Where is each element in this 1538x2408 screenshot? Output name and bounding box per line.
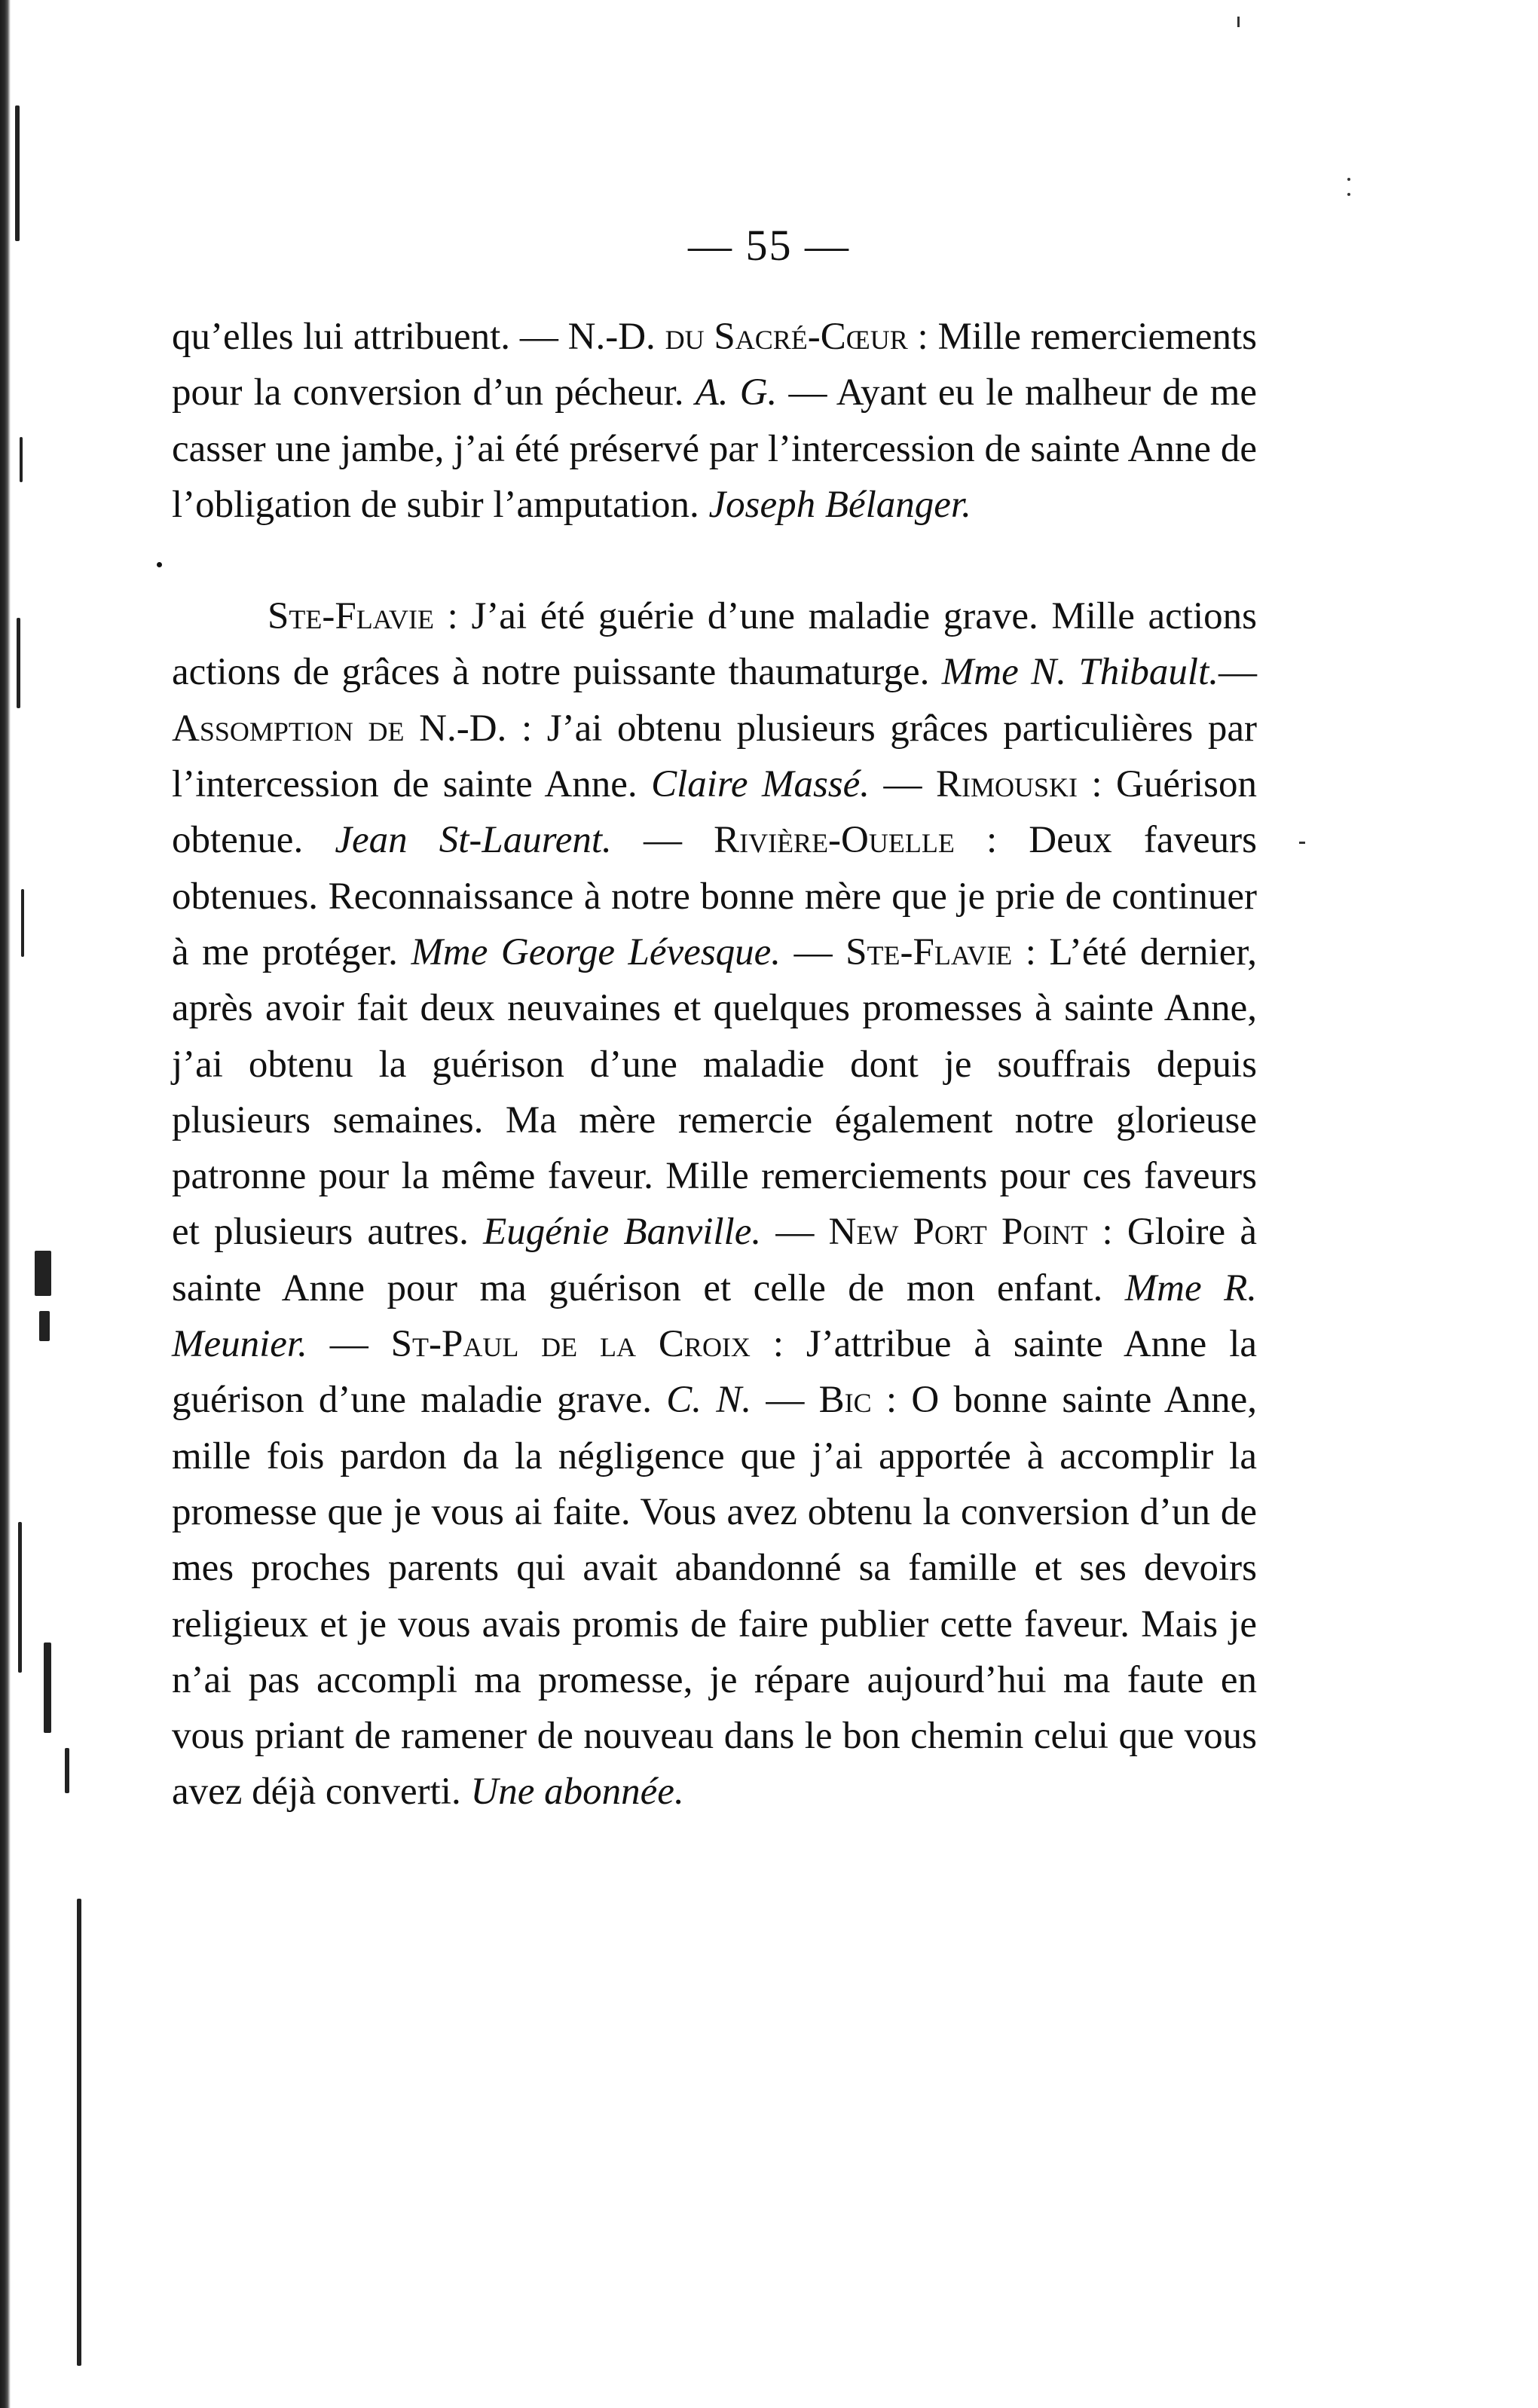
text-run: : O bonne sainte Anne, mille fois pardon da la négligence que j’ai apportée à accomplir la promesse que je vous ai faite. Vous avez obtenu la conversion d’un de mes proches parents qui avait abandonné sa famille et ses devoirs religieux et je vous avais promis de faire publier cette faveur. Mais je n’ai pas accompli ma promesse, je répare aujourd’hui ma faute en vous priant de ramener de nouveau dans le bon chemin celui que vous avez déjà converti. (172, 1379, 1258, 1814)
binding-shadow (12, 90, 65, 2351)
binding-edge (0, 0, 11, 2408)
signature: Jean St-Laurent. (335, 819, 612, 862)
place-name: Rimouski (935, 763, 1078, 806)
speck (17, 618, 20, 708)
text-run: — (751, 1379, 819, 1422)
margin-dot (157, 562, 162, 567)
stray-mark (1237, 17, 1240, 27)
signature: Claire Massé. (651, 763, 870, 806)
speck (77, 1899, 81, 2366)
text-run: — (870, 763, 936, 806)
paragraph-2 (172, 588, 1257, 1820)
text-run: : Mille remerciements pour la conversion d’un pécheur. (172, 316, 1257, 414)
body-text (172, 309, 1257, 1820)
text-run: — (781, 931, 846, 973)
place-name: Assomption de N.-D. (172, 707, 507, 750)
stray-mark (1347, 178, 1350, 181)
stray-mark (1347, 193, 1350, 196)
text-run: — (611, 819, 714, 862)
signature: Mme R. Meunier. (172, 1267, 1258, 1366)
speck (65, 1748, 69, 1793)
speck (35, 1251, 51, 1296)
stray-mark (1299, 842, 1305, 844)
text-run: : Guérison obtenue. (172, 763, 1258, 862)
text-run: : J’attribue à sainte Anne la guérison d’une maladie grave. (172, 1323, 1257, 1422)
speck (20, 437, 23, 482)
text-run: — (761, 1211, 829, 1254)
signature: C. N. (666, 1379, 752, 1422)
speck (39, 1311, 50, 1341)
text-run: : L’été dernier, après avoir fait deux neuvaines et quelques promesses à sainte Anne, j’ai obtenu la guérison d’une maladie dont je souffrais depuis plusieurs semaines. Ma mère remercie également notre glorieuse patronne pour la même faveur. Mille remerciements pour ces faveurs et plusieurs autres. (172, 931, 1258, 1254)
paragraph-1 (172, 309, 1257, 533)
place-name: Ste-Flavie (268, 595, 435, 638)
signature: A. G. (695, 371, 778, 414)
speck (21, 889, 24, 957)
text-run: — (1218, 651, 1257, 694)
text-run: — (307, 1323, 391, 1366)
signature: Mme George Lévesque. (411, 931, 781, 973)
text-run: : J’ai été guérie d’une maladie grave. Mille actions actions de grâces à notre puissante thaumaturge. (172, 595, 1257, 694)
text-run: : J’ai obtenu plusieurs grâces particulières par l’intercession de sainte Anne. (172, 707, 1257, 806)
signature: Eugénie Banville. (483, 1211, 762, 1254)
place-name: St-Paul de la Croix (390, 1323, 751, 1366)
speck (18, 1522, 22, 1673)
text-run: : Gloire à sainte Anne pour ma guérison et celle de mon enfant. (172, 1211, 1258, 1309)
place-name: Bic (818, 1379, 872, 1422)
signature: Une abonnée. (470, 1771, 684, 1814)
text-run: qu’elles lui attribuent. — (172, 316, 568, 358)
speck (44, 1643, 51, 1733)
place-name: N.-D. du Sacré-Cœur (567, 316, 908, 358)
place-name: New Port Point (828, 1211, 1088, 1254)
place-name: Ste-Flavie (845, 931, 1013, 973)
text-run: : Deux faveurs obtenues. Reconnaissance à notre bonne mère que je prie de continuer à me protéger. (172, 819, 1257, 973)
text-run: — Ayant eu le malheur de me casser une jambe, j’ai été préservé par l’intercession de sainte Anne de l’obligation de subir l’amputation. (172, 371, 1258, 526)
signature: Mme N. Thibault. (941, 651, 1218, 694)
page-number: — 55 — (688, 221, 850, 270)
place-name: Rivière-Ouelle (714, 819, 955, 862)
signature: Joseph Bélanger. (708, 483, 971, 526)
